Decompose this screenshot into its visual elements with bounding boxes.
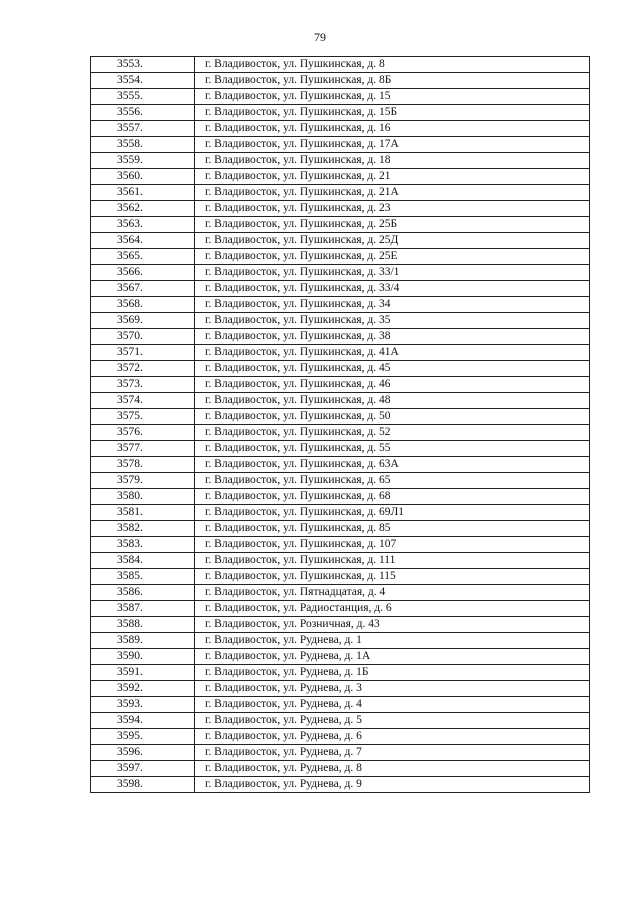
table-row xyxy=(91,153,590,169)
row-number: 3576. xyxy=(91,425,195,441)
row-address: г. Владивосток, ул. Пушкинская, д. 55 xyxy=(195,441,590,457)
table-row xyxy=(91,633,590,649)
row-number: 3596. xyxy=(91,745,195,761)
table-row xyxy=(91,329,590,345)
row-number: 3564. xyxy=(91,233,195,249)
row-address: г. Владивосток, ул. Пушкинская, д. 33/1 xyxy=(195,265,590,281)
row-number: 3561. xyxy=(91,185,195,201)
table-row xyxy=(91,249,590,265)
row-number: 3593. xyxy=(91,697,195,713)
table-row xyxy=(91,361,590,377)
table-row xyxy=(91,409,590,425)
row-number: 3567. xyxy=(91,281,195,297)
row-number: 3588. xyxy=(91,617,195,633)
row-number: 3598. xyxy=(91,777,195,793)
row-number: 3559. xyxy=(91,153,195,169)
row-number: 3565. xyxy=(91,249,195,265)
row-address: г. Владивосток, ул. Пушкинская, д. 52 xyxy=(195,425,590,441)
table-row xyxy=(91,665,590,681)
row-number: 3555. xyxy=(91,89,195,105)
table-row xyxy=(91,601,590,617)
row-number: 3585. xyxy=(91,569,195,585)
table-row xyxy=(91,265,590,281)
row-number: 3577. xyxy=(91,441,195,457)
row-number: 3583. xyxy=(91,537,195,553)
row-number: 3568. xyxy=(91,297,195,313)
row-address: г. Владивосток, ул. Пушкинская, д. 17А xyxy=(195,137,590,153)
table-row xyxy=(91,217,590,233)
row-address: г. Владивосток, ул. Радиостанция, д. 6 xyxy=(195,601,590,617)
table-row xyxy=(91,393,590,409)
table-row xyxy=(91,489,590,505)
row-address: г. Владивосток, ул. Пушкинская, д. 48 xyxy=(195,393,590,409)
row-number: 3586. xyxy=(91,585,195,601)
table-row xyxy=(91,505,590,521)
row-address: г. Владивосток, ул. Пушкинская, д. 38 xyxy=(195,329,590,345)
table-row xyxy=(91,233,590,249)
row-number: 3569. xyxy=(91,313,195,329)
row-number: 3573. xyxy=(91,377,195,393)
table-row xyxy=(91,169,590,185)
row-number: 3571. xyxy=(91,345,195,361)
row-address: г. Владивосток, ул. Пушкинская, д. 33/4 xyxy=(195,281,590,297)
row-number: 3582. xyxy=(91,521,195,537)
table-row xyxy=(91,537,590,553)
address-table-body xyxy=(91,57,590,793)
table-row xyxy=(91,425,590,441)
table-row xyxy=(91,585,590,601)
table-row xyxy=(91,761,590,777)
row-address: г. Владивосток, ул. Пушкинская, д. 8 xyxy=(195,57,590,73)
row-number: 3584. xyxy=(91,553,195,569)
row-address: г. Владивосток, ул. Пушкинская, д. 65 xyxy=(195,473,590,489)
row-address: г. Владивосток, ул. Пушкинская, д. 35 xyxy=(195,313,590,329)
table-row xyxy=(91,281,590,297)
table-row xyxy=(91,697,590,713)
row-number: 3557. xyxy=(91,121,195,137)
row-number: 3566. xyxy=(91,265,195,281)
row-number: 3554. xyxy=(91,73,195,89)
table-row xyxy=(91,777,590,793)
row-number: 3595. xyxy=(91,729,195,745)
row-address: г. Владивосток, ул. Пушкинская, д. 34 xyxy=(195,297,590,313)
table-row xyxy=(91,617,590,633)
table-row xyxy=(91,297,590,313)
row-number: 3579. xyxy=(91,473,195,489)
row-address: г. Владивосток, ул. Пушкинская, д. 16 xyxy=(195,121,590,137)
row-address: г. Владивосток, ул. Руднева, д. 6 xyxy=(195,729,590,745)
row-address: г. Владивосток, ул. Пушкинская, д. 25Е xyxy=(195,249,590,265)
address-table xyxy=(90,56,590,793)
table-row xyxy=(91,345,590,361)
table-row xyxy=(91,681,590,697)
table-row xyxy=(91,729,590,745)
row-address: г. Владивосток, ул. Руднева, д. 1 xyxy=(195,633,590,649)
row-address: г. Владивосток, ул. Руднева, д. 5 xyxy=(195,713,590,729)
row-number: 3574. xyxy=(91,393,195,409)
row-address: г. Владивосток, ул. Пушкинская, д. 41А xyxy=(195,345,590,361)
table-row xyxy=(91,649,590,665)
table-row xyxy=(91,745,590,761)
table-row xyxy=(91,313,590,329)
table-row xyxy=(91,185,590,201)
table-row xyxy=(91,377,590,393)
row-address: г. Владивосток, ул. Пушкинская, д. 15Б xyxy=(195,105,590,121)
table-row xyxy=(91,121,590,137)
row-address: г. Владивосток, ул. Пушкинская, д. 69Л1 xyxy=(195,505,590,521)
row-number: 3580. xyxy=(91,489,195,505)
row-address: г. Владивосток, ул. Пушкинская, д. 8Б xyxy=(195,73,590,89)
row-number: 3558. xyxy=(91,137,195,153)
row-address: г. Владивосток, ул. Пушкинская, д. 50 xyxy=(195,409,590,425)
row-address: г. Владивосток, ул. Руднева, д. 1Б xyxy=(195,665,590,681)
row-number: 3587. xyxy=(91,601,195,617)
row-address: г. Владивосток, ул. Пушкинская, д. 15 xyxy=(195,89,590,105)
table-row xyxy=(91,137,590,153)
table-row xyxy=(91,89,590,105)
row-number: 3553. xyxy=(91,57,195,73)
row-address: г. Владивосток, ул. Пушкинская, д. 25Б xyxy=(195,217,590,233)
row-address: г. Владивосток, ул. Розничная, д. 43 xyxy=(195,617,590,633)
row-address: г. Владивосток, ул. Пушкинская, д. 46 xyxy=(195,377,590,393)
row-address: г. Владивосток, ул. Руднева, д. 4 xyxy=(195,697,590,713)
table-row xyxy=(91,57,590,73)
row-number: 3575. xyxy=(91,409,195,425)
page-number: 79 xyxy=(314,30,326,44)
row-number: 3589. xyxy=(91,633,195,649)
row-address: г. Владивосток, ул. Пушкинская, д. 107 xyxy=(195,537,590,553)
row-address: г. Владивосток, ул. Пушкинская, д. 115 xyxy=(195,569,590,585)
row-number: 3581. xyxy=(91,505,195,521)
table-row xyxy=(91,441,590,457)
table-row xyxy=(91,473,590,489)
row-address: г. Владивосток, ул. Пушкинская, д. 63А xyxy=(195,457,590,473)
row-number: 3563. xyxy=(91,217,195,233)
row-address: г. Владивосток, ул. Пятнадцатая, д. 4 xyxy=(195,585,590,601)
row-address: г. Владивосток, ул. Пушкинская, д. 18 xyxy=(195,153,590,169)
row-address: г. Владивосток, ул. Пушкинская, д. 25Д xyxy=(195,233,590,249)
row-address: г. Владивосток, ул. Пушкинская, д. 85 xyxy=(195,521,590,537)
row-address: г. Владивосток, ул. Пушкинская, д. 111 xyxy=(195,553,590,569)
table-row xyxy=(91,457,590,473)
row-number: 3592. xyxy=(91,681,195,697)
row-address: г. Владивосток, ул. Руднева, д. 3 xyxy=(195,681,590,697)
table-row xyxy=(91,521,590,537)
row-number: 3570. xyxy=(91,329,195,345)
row-address: г. Владивосток, ул. Пушкинская, д. 21А xyxy=(195,185,590,201)
row-number: 3594. xyxy=(91,713,195,729)
row-address: г. Владивосток, ул. Пушкинская, д. 21 xyxy=(195,169,590,185)
row-number: 3556. xyxy=(91,105,195,121)
row-address: г. Владивосток, ул. Руднева, д. 7 xyxy=(195,745,590,761)
table-row xyxy=(91,73,590,89)
row-number: 3591. xyxy=(91,665,195,681)
row-address: г. Владивосток, ул. Пушкинская, д. 68 xyxy=(195,489,590,505)
table-row xyxy=(91,569,590,585)
row-address: г. Владивосток, ул. Руднева, д. 8 xyxy=(195,761,590,777)
row-address: г. Владивосток, ул. Руднева, д. 9 xyxy=(195,777,590,793)
row-number: 3562. xyxy=(91,201,195,217)
table-row xyxy=(91,713,590,729)
row-number: 3572. xyxy=(91,361,195,377)
table-row xyxy=(91,553,590,569)
row-number: 3590. xyxy=(91,649,195,665)
row-address: г. Владивосток, ул. Пушкинская, д. 23 xyxy=(195,201,590,217)
row-number: 3560. xyxy=(91,169,195,185)
table-row xyxy=(91,105,590,121)
row-number: 3597. xyxy=(91,761,195,777)
table-row xyxy=(91,201,590,217)
row-number: 3578. xyxy=(91,457,195,473)
row-address: г. Владивосток, ул. Руднева, д. 1А xyxy=(195,649,590,665)
row-address: г. Владивосток, ул. Пушкинская, д. 45 xyxy=(195,361,590,377)
